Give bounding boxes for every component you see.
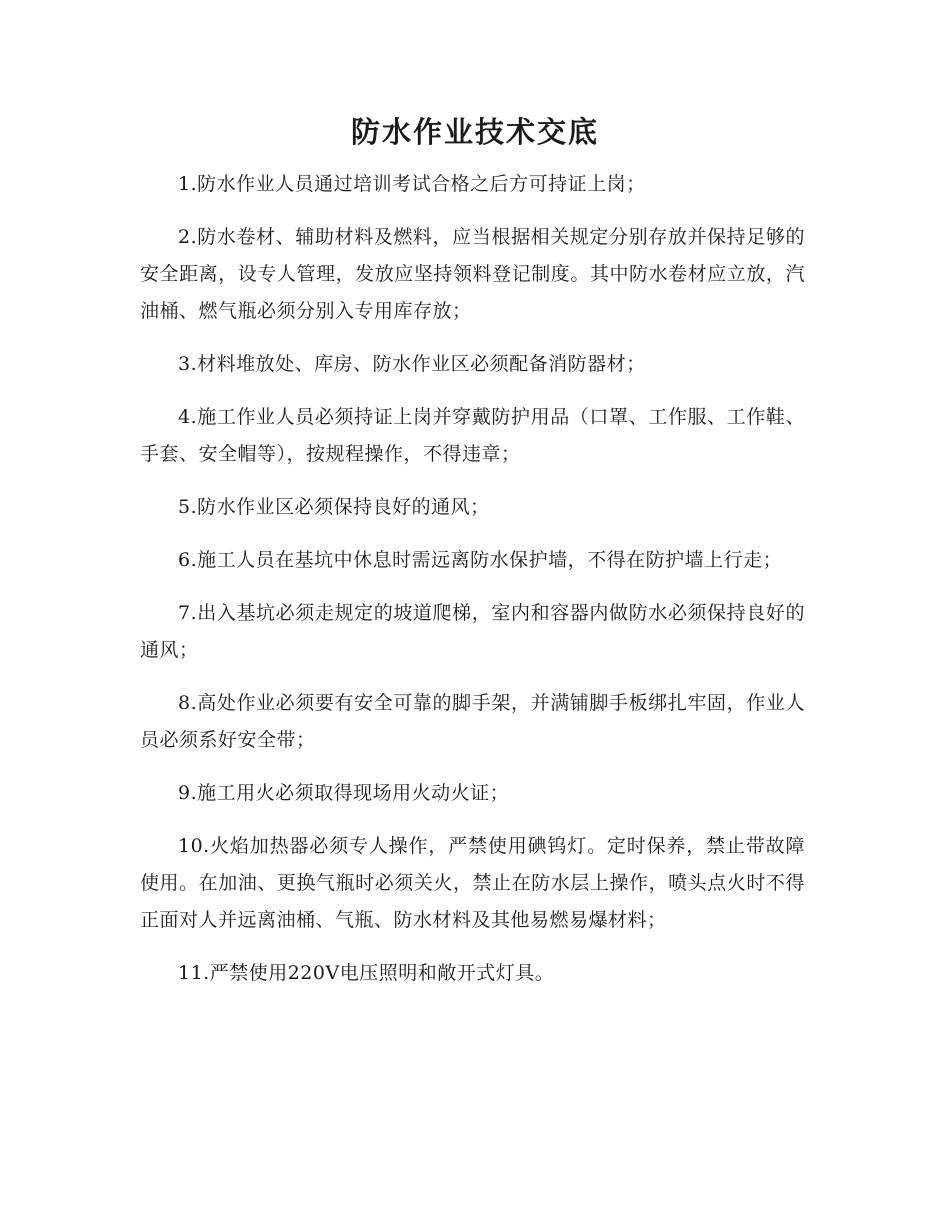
paragraph-item-10: 10.火焰加热器必须专人操作，严禁使用碘钨灯。定时保养，禁止带故障使用。在加油、更换气瓶时必须关火，禁止在防水层上操作，喷头点火时不得正面对人并远离油桶、气瓶、防水材料及其他易燃易爆材料； [140, 835, 805, 931]
paragraph-item-2: 2.防水卷材、辅助材料及燃料，应当根据相关规定分别存放并保持足够的安全距离，设专人管理，发放应坚持领料登记制度。其中防水卷材应立放，汽油桶、燃气瓶必须分别入专用库存放； [140, 226, 805, 322]
paragraph-item-7: 7.出入基坑必须走规定的坡道爬梯，室内和容器内做防水必须保持良好的通风； [140, 602, 805, 661]
paragraph-item-1: 1.防水作业人员通过培训考试合格之后方可持证上岗； [178, 173, 646, 195]
paragraph-item-3: 3.材料堆放处、库房、防水作业区必须配备消防器材； [178, 353, 646, 375]
document-title: 防水作业技术交底 [350, 115, 599, 149]
paragraph-item-5: 5.防水作业区必须保持良好的通风； [178, 496, 490, 518]
paragraph-item-9: 9.施工用火必须取得现场用火动火证； [178, 782, 510, 804]
paragraph-item-11: 11.严禁使用220V电压照明和敞开式灯具。 [178, 962, 555, 984]
paragraph-item-4: 4.施工作业人员必须持证上岗并穿戴防护用品（口罩、工作服、工作鞋、手套、安全帽等），按规程操作，不得违章； [140, 406, 805, 465]
paragraph-item-8: 8.高处作业必须要有安全可靠的脚手架，并满铺脚手板绑扎牢固，作业人员必须系好安全带； [140, 692, 805, 751]
document-body [140, 166, 805, 1008]
paragraph-item-6: 6.施工人员在基坑中休息时需远离防水保护墙，不得在防护墙上行走； [178, 549, 783, 571]
